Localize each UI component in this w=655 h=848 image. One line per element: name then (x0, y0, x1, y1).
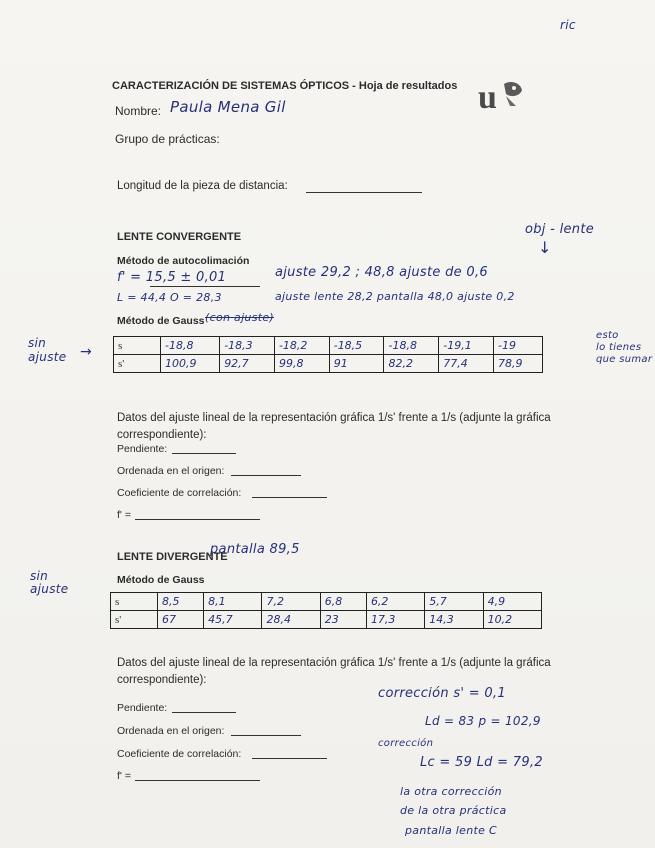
table-cell: -18,8 (161, 337, 220, 355)
table-row (111, 611, 542, 629)
corner-note: ric (560, 18, 576, 32)
row-label-sp: s' (111, 611, 158, 629)
table-cell: 14,3 (425, 611, 483, 629)
l-value-line: L = 44,4 O = 28,3 (117, 291, 222, 304)
coef-label-1: Coeficiente de correlación: (117, 487, 242, 499)
table-cell: 17,3 (366, 611, 424, 629)
university-logo-icon (476, 76, 524, 112)
row-label-s: s (114, 337, 161, 355)
sin-ajuste-note-2: sin ajuste (30, 569, 69, 596)
right-note-line: lo tienes (596, 342, 642, 353)
f-line-2 (135, 780, 260, 781)
gauss-table-divergente (110, 592, 542, 629)
esto-lo-tienes-note (596, 330, 652, 366)
otra-note-1: la otra corrección (400, 785, 502, 798)
table-cell: 8,5 (158, 593, 204, 611)
grupo-label: Grupo de prácticas: (115, 132, 220, 146)
gauss-strike-note: (con ajuste) (205, 311, 275, 324)
pantalla-note: pantalla 89,5 (210, 542, 300, 557)
svg-text:u: u (478, 79, 497, 112)
correccion-note-2: corrección (378, 738, 434, 749)
right-note-line: que sumar (596, 354, 653, 365)
longitud-line (306, 192, 422, 193)
pendiente-label-1: Pendiente: (117, 443, 168, 455)
nombre-value: Paula Mena Gil (170, 98, 286, 116)
table-cell: -19 (494, 337, 543, 355)
table-cell: 67 (158, 611, 204, 629)
sin-ajuste-note-1: sin ajuste (28, 336, 67, 364)
coef-label-2: Coeficiente de correlación: (117, 748, 242, 760)
ordenada-line-1 (231, 475, 301, 476)
gauss-heading-2: Método de Gauss (117, 574, 205, 586)
pendiente-line-1 (172, 453, 236, 454)
table-cell: 6,8 (320, 593, 366, 611)
row-label-sp: s' (114, 355, 161, 373)
pendiente-line-2 (172, 712, 236, 713)
f-line-1 (135, 519, 260, 520)
table-cell: 92,7 (220, 355, 275, 373)
gauss-table-convergente (113, 336, 543, 373)
table-cell: 4,9 (483, 593, 541, 611)
table-cell: 23 (320, 611, 366, 629)
autocolimacion-heading: Método de autocolimación (117, 255, 250, 267)
coef-line-1 (252, 497, 327, 498)
row-label-s: s (111, 593, 158, 611)
table-row (111, 593, 542, 611)
f-label-2: f' = (117, 770, 131, 782)
f-value-line: f' = 15,5 ± 0,01 (117, 270, 227, 285)
table-cell: 91 (329, 355, 384, 373)
correccion-note-1: corrección s' = 0,1 (378, 686, 506, 701)
table-cell: 8,1 (204, 593, 262, 611)
right-arrow-icon: → (80, 344, 92, 360)
ordenada-label-2: Ordenada en el origen: (117, 725, 225, 737)
table-cell: 100,9 (161, 355, 220, 373)
coef-line-2 (252, 758, 327, 759)
ld-p-note: Ld = 83 p = 102,9 (425, 714, 541, 728)
table-cell: -18,5 (329, 337, 384, 355)
otra-note-3: pantalla lente C (405, 824, 497, 837)
gauss-heading-1: Método de Gauss (117, 315, 205, 327)
lc-ld-note: Lc = 59 Ld = 79,2 (420, 755, 543, 770)
pendiente-label-2: Pendiente: (117, 702, 168, 714)
table-cell: 10,2 (483, 611, 541, 629)
convergente-heading: LENTE CONVERGENTE (117, 231, 242, 243)
table-cell: 45,7 (204, 611, 262, 629)
table-cell: 99,8 (274, 355, 329, 373)
nombre-label: Nombre: (115, 104, 162, 118)
table-cell: -18,3 (220, 337, 275, 355)
ajuste-note-2: ajuste lente 28,2 pantalla 48,0 ajuste 0,2 (275, 290, 515, 303)
f-label-1: f' = (117, 509, 131, 521)
obj-lente-note: obj - lente (525, 222, 595, 237)
f-underline (150, 286, 260, 287)
table-cell: 77,4 (439, 355, 494, 373)
ajuste-intro-2: Datos del ajuste lineal de la representación gráfica 1/s' frente a 1/s (adjunte la gráfica correspondiente): (117, 657, 551, 686)
sheet-title: CARACTERIZACIÓN DE SISTEMAS ÓPTICOS - Hoja de resultados (112, 80, 458, 92)
table-cell: 82,2 (384, 355, 439, 373)
table-cell: 7,2 (262, 593, 320, 611)
table-cell: 5,7 (425, 593, 483, 611)
table-row (114, 355, 543, 373)
table-cell: 6,2 (366, 593, 424, 611)
ajuste-note: ajuste 29,2 ; 48,8 ajuste de 0,6 (275, 265, 488, 280)
ordenada-line-2 (231, 735, 301, 736)
table-cell: 28,4 (262, 611, 320, 629)
table-cell: 78,9 (494, 355, 543, 373)
table-row (114, 337, 543, 355)
table-cell: -19,1 (439, 337, 494, 355)
table-cell: -18,2 (274, 337, 329, 355)
down-arrow-icon: ↓ (538, 238, 552, 257)
longitud-label: Longitud de la pieza de distancia: (117, 180, 288, 192)
ordenada-label-1: Ordenada en el origen: (117, 465, 225, 477)
divergente-heading: LENTE DIVERGENTE (117, 551, 228, 563)
table-cell: -18,8 (384, 337, 439, 355)
ajuste-intro-1: Datos del ajuste lineal de la representación gráfica 1/s' frente a 1/s (adjunte la gráfica correspondiente): (117, 412, 551, 441)
right-note-line: esto (596, 330, 619, 341)
otra-note-2: de la otra práctica (400, 804, 507, 817)
